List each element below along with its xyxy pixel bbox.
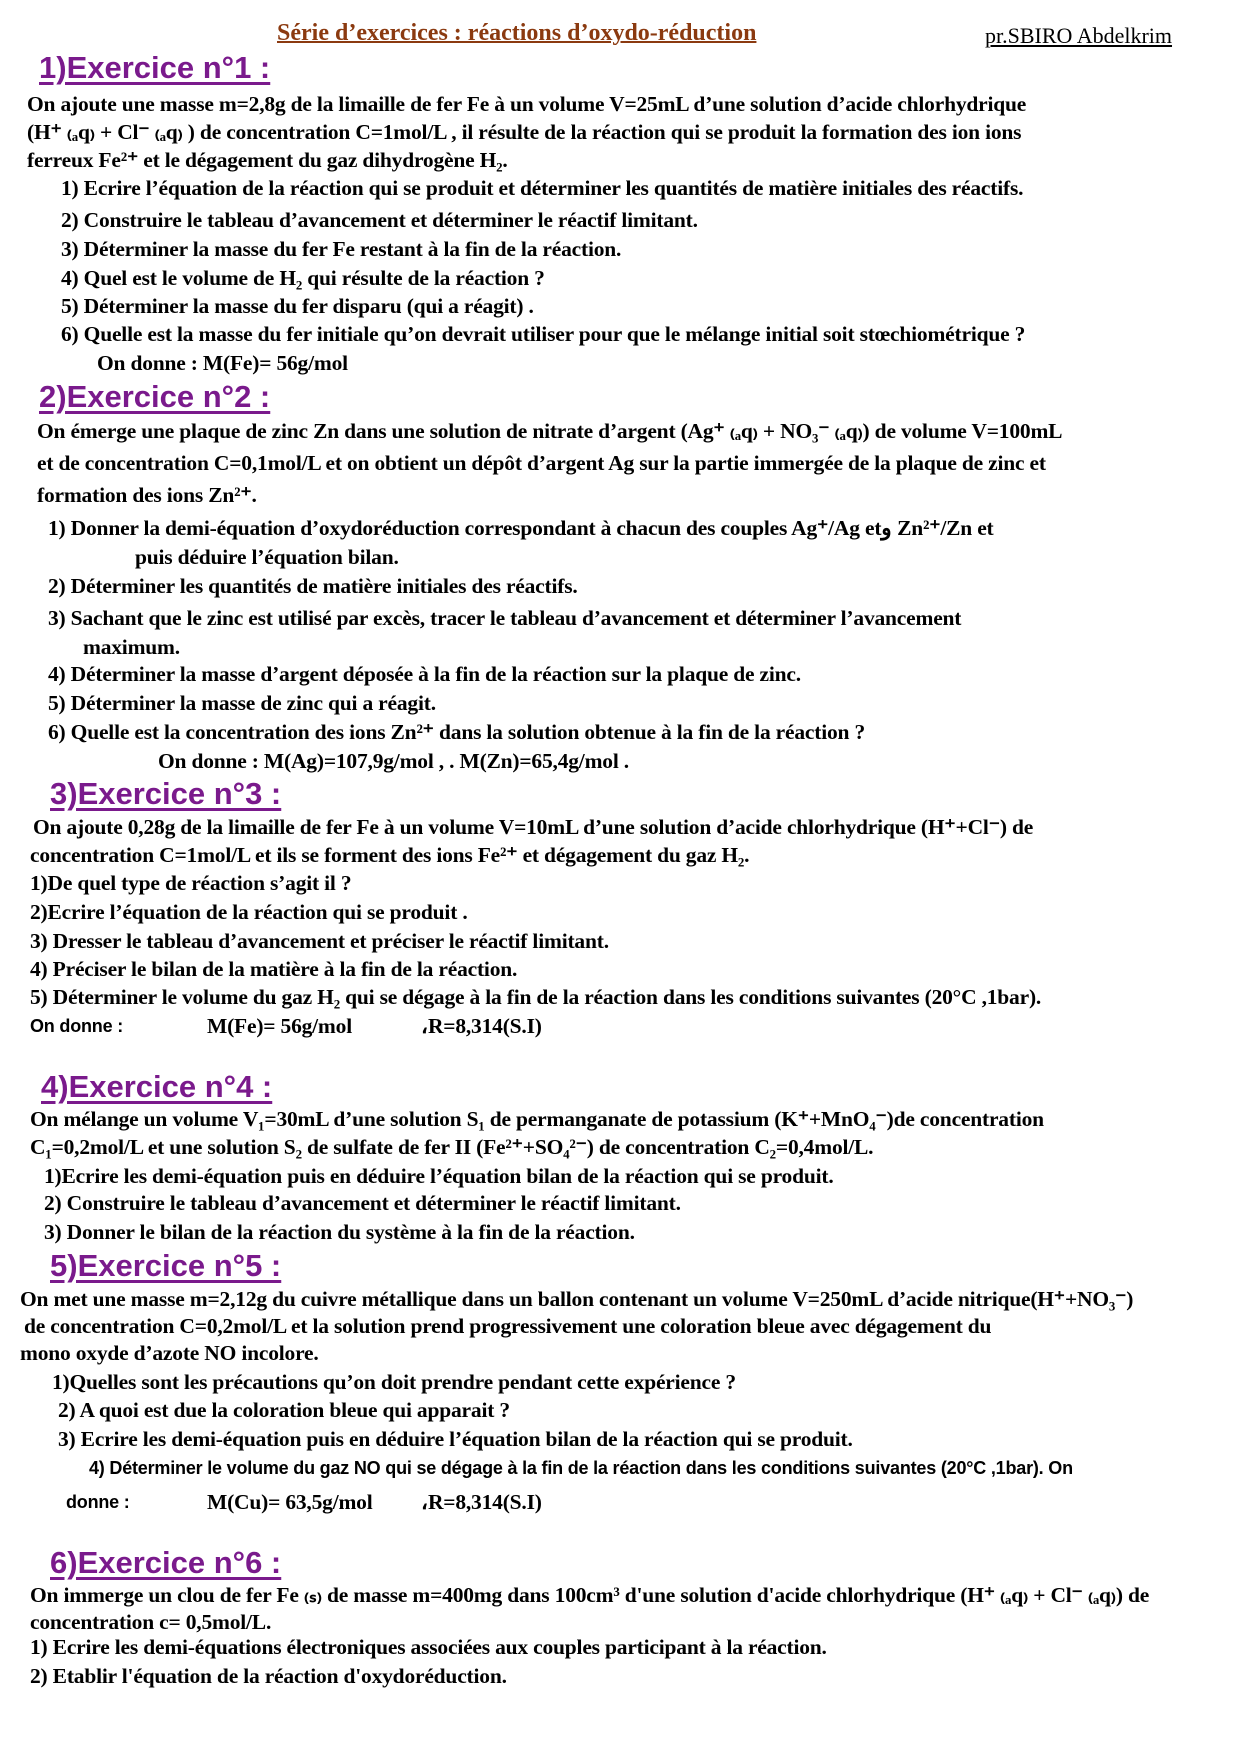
- document-title: Série d’exercices : réactions d’oxydo-réduction: [277, 20, 757, 46]
- exercise-3-question: 4) Préciser le bilan de la matière à la fin de la réaction.: [30, 957, 518, 981]
- exercise-2-text: On émerge une plaque de zinc Zn dans une solution de nitrate d’argent (Ag⁺ ₍ₐq₎ + NO₃⁻ ₍ₐq₎) de volume V=100mL: [37, 419, 1063, 443]
- exercise-2-question: 4) Déterminer la masse d’argent déposée à la fin de la réaction sur la plaque de zinc.: [48, 662, 801, 686]
- exercise-2-given: On donne : M(Ag)=107,9g/mol , . M(Zn)=65,4g/mol .: [158, 749, 629, 773]
- exercise-3-given-molar-mass: M(Fe)= 56g/mol: [207, 1014, 352, 1038]
- exercise-2-text: et de concentration C=0,1mol/L et on obtient un dépôt d’argent Ag sur la partie immergée de la plaque de zinc et: [37, 451, 1046, 475]
- exercise-4-question: 1)Ecrire les demi-équation puis en déduire l’équation bilan de la réaction qui se produit.: [44, 1164, 834, 1188]
- exercise-5-question: 1)Quelles sont les précautions qu’on doit prendre pendant cette expérience ?: [52, 1370, 736, 1394]
- exercise-5-text: mono oxyde d’azote NO incolore.: [20, 1341, 319, 1365]
- exercise-4-question: 3) Donner le bilan de la réaction du système à la fin de la réaction.: [44, 1220, 635, 1244]
- exercise-6-heading: 6)Exercice n°6 :: [50, 1545, 282, 1580]
- exercise-1-heading: 1)Exercice n°1 :: [39, 50, 271, 85]
- exercise-2-text: formation des ions Zn²⁺.: [37, 483, 257, 507]
- exercise-5-heading: 5)Exercice n°5 :: [50, 1248, 282, 1283]
- author-name: pr.SBIRO Abdelkrim: [985, 23, 1173, 48]
- exercise-1-question: 2) Construire le tableau d’avancement et déterminer le réactif limitant.: [61, 208, 698, 232]
- exercise-3-given-label: On donne :: [30, 1016, 123, 1036]
- exercise-6-text: On immerge un clou de fer Fe ₍ₛ₎ de masse m=400mg dans 100cm³ d'une solution d'acide chlorhydrique (H⁺ ₍ₐq₎ + Cl⁻ ₍ₐq₎) de: [30, 1583, 1150, 1607]
- exercise-5-question: 4) Déterminer le volume du gaz NO qui se dégage à la fin de la réaction dans les conditions suivantes (20°C ,1bar). On: [89, 1458, 1073, 1478]
- exercise-6-question: 2) Etablir l'équation de la réaction d'oxydoréduction.: [30, 1664, 507, 1688]
- exercise-4-text: On mélange un volume V₁=30mL d’une solution S₁ de permanganate de potassium (K⁺+MnO₄⁻)de concentration: [30, 1107, 1044, 1131]
- exercise-6-text: concentration c= 0,5mol/L.: [30, 1610, 272, 1634]
- exercise-3-question: 1)De quel type de réaction s’agit il ?: [30, 871, 352, 895]
- exercise-1-question: 4) Quel est le volume de H₂ qui résulte de la réaction ?: [61, 266, 545, 290]
- exercise-1-question: 1) Ecrire l’équation de la réaction qui se produit et déterminer les quantités de matière initiales des réactifs.: [61, 176, 1024, 200]
- exercise-6-question: 1) Ecrire les demi-équations électroniques associées aux couples participant à la réaction.: [30, 1635, 827, 1659]
- exercise-2-question: maximum.: [83, 635, 180, 659]
- exercise-1-question: 6) Quelle est la masse du fer initiale qu’on devrait utiliser pour que le mélange initial soit stœchiométrique ?: [61, 322, 1026, 346]
- exercise-1-text: (H⁺ ₍ₐq₎ + Cl⁻ ₍ₐq₎ ) de concentration C=1mol/L , il résulte de la réaction qui se produit la formation des ion ions: [27, 120, 1022, 144]
- exercise-3-question: 3) Dresser le tableau d’avancement et préciser le réactif limitant.: [30, 929, 609, 953]
- exercise-2-question: 1) Donner la demi-équation d’oxydoréduction correspondant à chacun des couples Ag⁺/Ag etو Zn²⁺/Zn et: [48, 516, 994, 540]
- exercise-2-question: 6) Quelle est la concentration des ions Zn²⁺ dans la solution obtenue à la fin de la réaction ?: [48, 720, 866, 744]
- exercise-5-given-gas-constant: ،R=8,314(S.I): [421, 1490, 542, 1514]
- exercise-3-question: 2)Ecrire l’équation de la réaction qui se produit .: [30, 900, 468, 924]
- exercise-3-heading: 3)Exercice n°3 :: [50, 776, 282, 811]
- exercise-3-text: On ajoute 0,28g de la limaille de fer Fe à un volume V=10mL d’une solution d’acide chlorhydrique (H⁺+Cl⁻) de: [33, 815, 1034, 839]
- exercise-4-heading: 4)Exercice n°4 :: [41, 1069, 273, 1104]
- exercise-3-text: concentration C=1mol/L et ils se forment des ions Fe²⁺ et dégagement du gaz H₂.: [30, 843, 750, 867]
- exercise-5-question: 2) A quoi est due la coloration bleue qui apparait ?: [58, 1398, 510, 1422]
- exercise-3-question: 5) Déterminer le volume du gaz H₂ qui se dégage à la fin de la réaction dans les conditions suivantes (20°C ,1bar).: [30, 985, 1042, 1009]
- exercise-2-question: 2) Déterminer les quantités de matière initiales des réactifs.: [48, 574, 578, 598]
- exercise-5-given-molar-mass: M(Cu)= 63,5g/mol: [207, 1490, 373, 1514]
- exercise-1-question: 3) Déterminer la masse du fer Fe restant à la fin de la réaction.: [61, 237, 622, 261]
- exercise-5-text: On met une masse m=2,12g du cuivre métallique dans un ballon contenant un volume V=250mL d’acide nitrique(H⁺+NO₃⁻): [20, 1287, 1134, 1311]
- exercise-2-question: 5) Déterminer la masse de zinc qui a réagit.: [48, 691, 436, 715]
- exercise-3-given-gas-constant: ،R=8,314(S.I): [421, 1014, 542, 1038]
- exercise-1-given: On donne : M(Fe)= 56g/mol: [97, 351, 348, 375]
- exercise-5-question: 3) Ecrire les demi-équation puis en déduire l’équation bilan de la réaction qui se produit.: [58, 1427, 853, 1451]
- exercise-5-text: de concentration C=0,2mol/L et la solution prend progressivement une coloration bleue avec dégagement du: [24, 1314, 992, 1338]
- exercise-2-heading: 2)Exercice n°2 :: [39, 379, 271, 414]
- exercise-1-text: ferreux Fe²⁺ et le dégagement du gaz dihydrogène H₂.: [27, 148, 508, 172]
- exercise-2-question: 3) Sachant que le zinc est utilisé par excès, tracer le tableau d’avancement et déterminer l’avancement: [48, 606, 962, 630]
- exercise-5-given-label: donne :: [66, 1492, 130, 1512]
- exercise-1-text: On ajoute une masse m=2,8g de la limaille de fer Fe à un volume V=25mL d’une solution d’acide chlorhydrique: [27, 92, 1027, 116]
- exercise-1-question: 5) Déterminer la masse du fer disparu (qui a réagit) .: [61, 294, 534, 318]
- exercise-2-question: puis déduire l’équation bilan.: [135, 545, 399, 569]
- exercise-4-text: C₁=0,2mol/L et une solution S₂ de sulfate de fer II (Fe²⁺+SO₄²⁻) de concentration C₂=0,4mol/L.: [30, 1135, 874, 1159]
- exercise-4-question: 2) Construire le tableau d’avancement et déterminer le réactif limitant.: [44, 1191, 681, 1215]
